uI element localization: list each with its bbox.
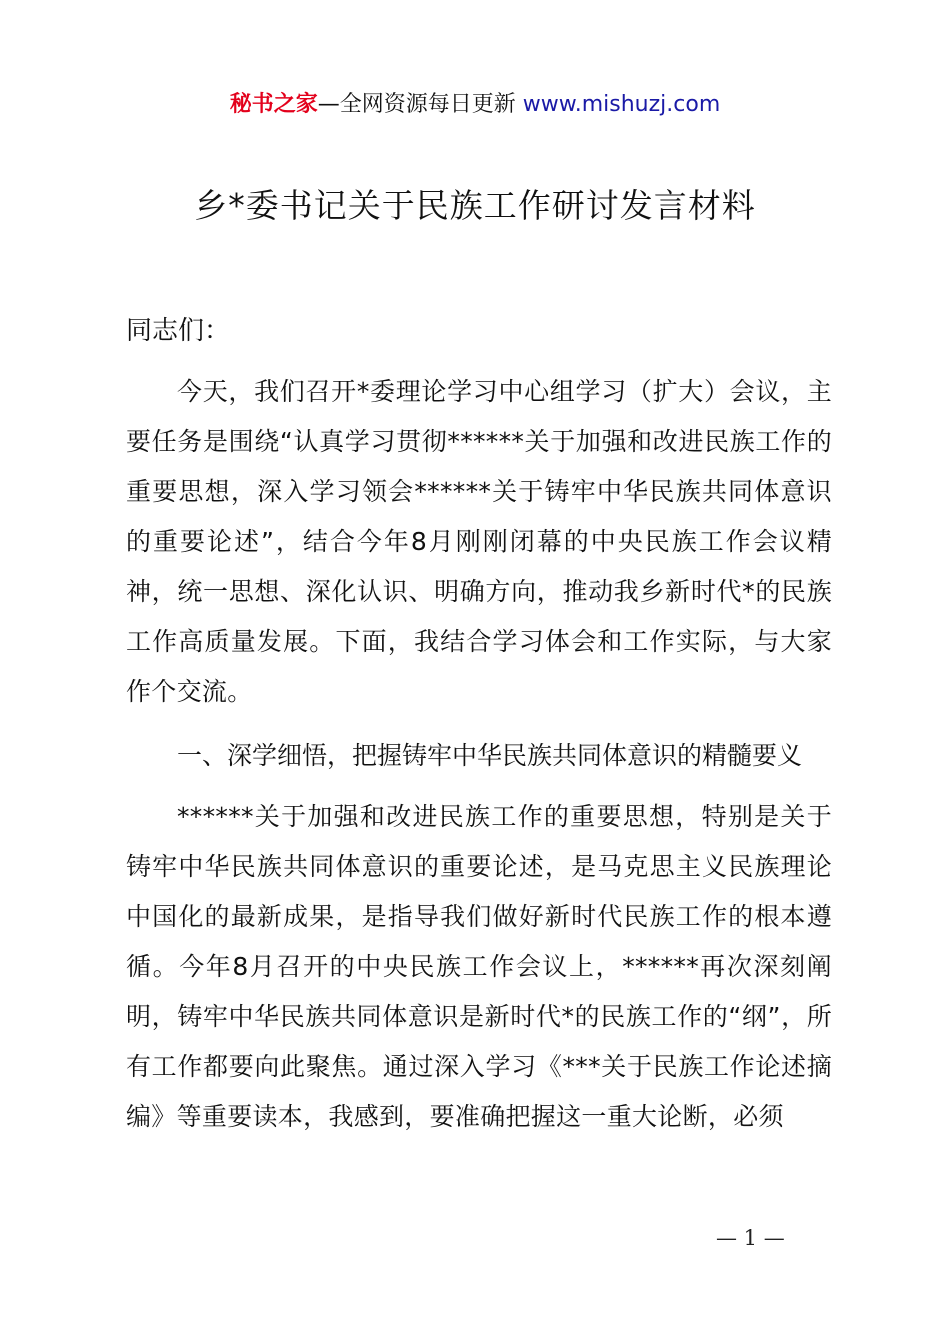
site-url-link[interactable]: www.mishuzj.com	[522, 92, 721, 117]
greeting: 同志们：	[126, 316, 231, 346]
body-paragraph-1: 今天，我们召开*委理论学习中心组学习（扩大）会议，主要任务是围绕“认真学习贯彻******关于加强和改进民族工作的重要思想，深入学习领会******关于铸牢中华民族共同体意识的重要论述”，结合今年8月刚刚闭幕的中央民族工作会议精神，统一思想、深化认识、明确方向，推动我乡新时代*的民族工作高质量发展。下面，我结合学习体会和工作实际，与大家作个交流。	[126, 377, 832, 706]
section-heading-1: 一、深学细悟，把握铸牢中华民族共同体意识的精髓要义	[177, 741, 803, 770]
site-tagline: —全网资源每日更新	[317, 92, 523, 117]
page-number: — 1 —	[716, 1226, 785, 1250]
site-header	[0, 88, 950, 122]
document-title: 乡*委书记关于民族工作研讨发言材料	[194, 186, 756, 225]
site-brand: 秘书之家	[229, 92, 318, 117]
body-paragraph-2: ******关于加强和改进民族工作的重要思想，特别是关于铸牢中华民族共同体意识的重要论述，是马克思主义民族理论中国化的最新成果，是指导我们做好新时代民族工作的根本遵循。今年8月召开的中央民族工作会议上，******再次深刻阐明，铸牢中华民族共同体意识是新时代*的民族工作的“纲”，所有工作都要向此聚焦。通过深入学习《***关于民族工作论述摘编》等重要读本，我感到，要准确把握这一重大论断，必须	[126, 802, 832, 1131]
